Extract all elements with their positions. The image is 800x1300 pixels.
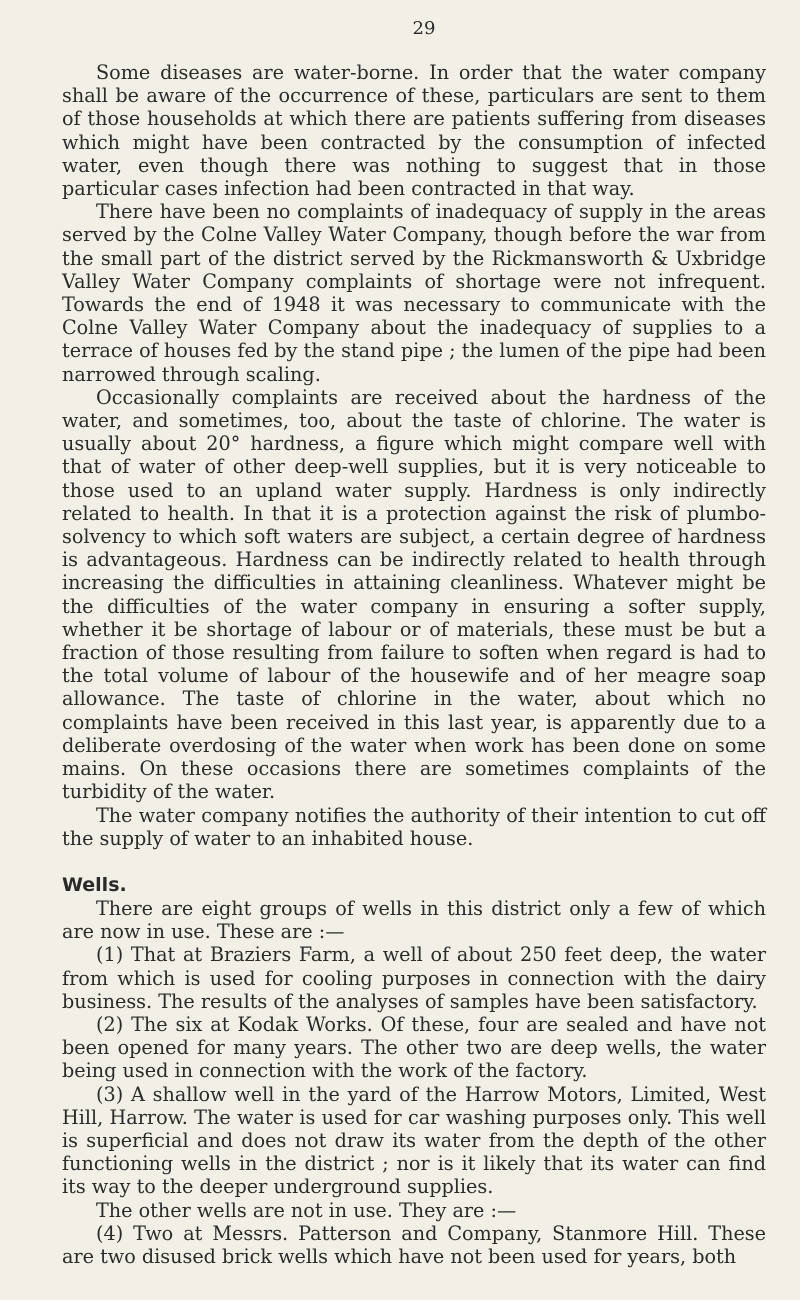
- list-item-patterson: (4) Two at Messrs. Patterson and Company, Stanmore Hill. These are two disused brick wells which have not been used for years, both: [62, 1221, 766, 1268]
- paragraph-supply-complaints: There have been no complaints of inadequacy of supply in the areas served by the Colne Valley Water Company, though before the war from the small part of the district served by the Rickmansworth & Uxbridge Valley Water Company complaints of shortage were not infrequent. Towards the end of 1948 it was necessary to communicate with the Colne Valley Water Company about the inadequacy of supplies to a terrace of houses fed by the stand pipe ; the lumen of the pipe had been narrowed through scaling.: [62, 200, 766, 386]
- list-item-harrow-motors: (3) A shallow well in the yard of the Harrow Motors, Limited, West Hill, Harrow. The water is used for car washing purposes only. This well is superficial and does not draw its water from the depth of the other functioning wells in the district ; nor is it likely that its water can find its way to the deeper underground supplies.: [62, 1082, 766, 1199]
- paragraph-wells-intro: There are eight groups of wells in this district only a few of which are now in use. These are :—: [62, 896, 766, 944]
- paragraph-water-borne-diseases: Some diseases are water-borne. In order that the water company shall be aware of the occurrence of these, particulars are sent to them of those households at which there are patients suffering from diseases which might have been contracted by the consumption of infected water, even though there was nothing to suggest that in those particular cases infection had been contracted in that way.: [62, 61, 766, 201]
- paragraph-other-wells: The other wells are not in use. They are :—: [96, 1198, 517, 1222]
- paragraph-hardness-chlorine: Occasionally complaints are received about the hardness of the water, and sometimes, too, about the taste of chlorine. The water is usually about 20° hardness, a figure which might compare well with that of water of other deep-well supplies, but it is very noticeable to those used to an upland water supply. Hardness is only indirectly related to health. In that it is a protection against the risk of plumbo-solvency to which soft waters are subject, a certain degree of hardness is advantageous. Hardness can be indirectly related to health through increasing the difficulties in attaining cleanliness. Whatever might be the difficulties of the water company in ensuring a softer supply, whether it be shortage of labour or of materials, these must be but a fraction of those resulting from failure to soften when regard is had to the total volume of labour of the housewife and of her meagre soap allowance. The taste of chlorine in the water, about which no complaints have been received in this last year, is apparently due to a deliberate overdosing of the water when work has been done on some mains. On these occasions there are sometimes complaints of the turbidity of the water.: [62, 385, 766, 804]
- page-number: 29: [412, 18, 436, 39]
- list-item-kodak-works: (2) The six at Kodak Works. Of these, four are sealed and have not been opened for many years. The other two are deep wells, the water being used in connection with the work of the factory.: [62, 1012, 766, 1083]
- paragraph-cut-off-notification: The water company notifies the authority of their intention to cut off the supply of water to an inhabited house.: [62, 803, 766, 850]
- section-heading-wells: Wells.: [62, 873, 127, 896]
- list-item-braziers-farm: (1) That at Braziers Farm, a well of about 250 feet deep, the water from which is used for cooling purposes in connection with the dairy business. The results of the analyses of samples have been satisfactory.: [62, 943, 766, 1013]
